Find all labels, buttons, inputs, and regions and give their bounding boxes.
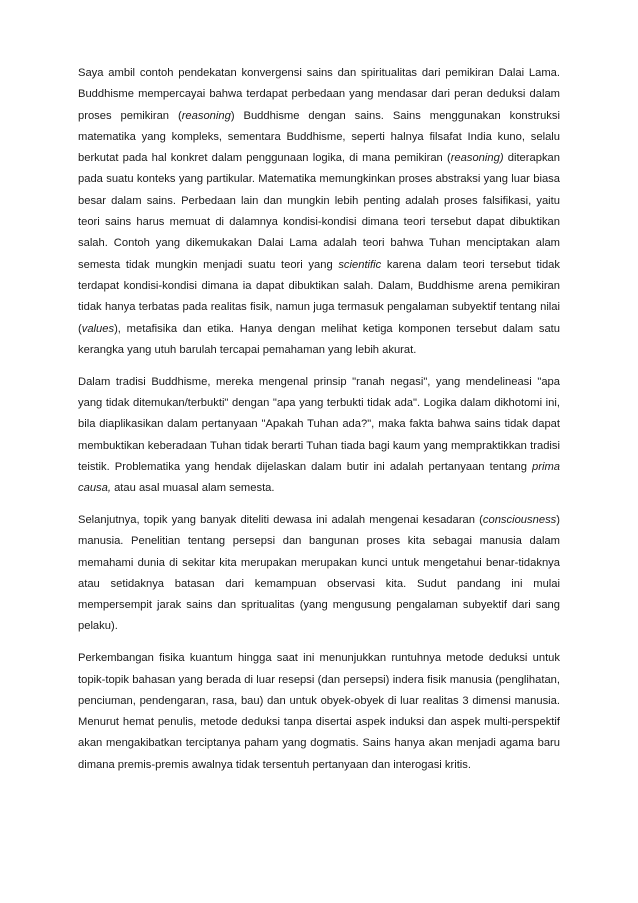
paragraph-2 [78, 372, 560, 500]
paragraph-1-italic-values: values [81, 322, 115, 335]
paragraph-4 [78, 648, 560, 776]
paragraph-3-text: Selanjutnya, topik yang banyak diteliti dewasa ini adalah mengenai kesadaran ( [78, 513, 483, 526]
paragraph-1-italic-reasoning-2: reasoning) [450, 152, 504, 165]
paragraph-1-text: Saya ambil contoh pendekatan konvergensi sains dan spiritualitas dari pemikiran Dalai Lama. Buddhisme mempercayai bahwa terdapat perbedaan yang mendasar dari peran deduksi dalam proses pemikiran ( [78, 67, 560, 122]
paragraph-1-text: ), metafisika dan etika. Hanya dengan melihat ketiga komponen tersebut dalam satu kerangka yang utuh barulah tercapai pemahaman yang lebih akurat. [78, 322, 560, 356]
paragraph-2-text: Dalam tradisi Buddhisme, mereka mengenal prinsip "ranah negasi", yang mendelineasi "apa yang tidak ditemukan/terbukti" dengan "apa yang terbukti tidak ada". Logika dalam dikhotomi ini, bila diaplikasikan dalam pertanyaan "Apakah Tuhan ada?", maka fakta bahwa sains tidak dapat membuktikan keberadaan Tuhan tidak berarti Tuhan tiada bagi kaum yang mempraktikkan tradisi teistik. Problematika yang hendak dijelaskan dalam butir ini adalah pertanyaan tentang [78, 375, 560, 473]
paragraph-4-text: Perkembangan fisika kuantum hingga saat ini menunjukkan runtuhnya metode deduksi untuk topik-topik bahasan yang berada di luar resepsi (dan persepsi) indera fisik manusia (penglihatan, penciuman, pendengaran, rasa, bau) dan untuk obyek-obyek di luar realitas 3 dimensi manusia. Menurut hemat penulis, metode deduksi tanpa disertai aspek induksi dan aspek multi-perspektif akan mengakibatkan terciptanya paham yang dogmatis. Sains hanya akan menjadi agama baru dimana premis-premis awalnya tidak tersentuh pertanyaan dan interogasi kritis. [78, 652, 560, 771]
paragraph-1-italic-reasoning: reasoning [181, 109, 231, 122]
paragraph-1-text: karena dalam teori tersebut tidak terdapat kondisi-kondisi dimana ia dapat dibuktikan salah. Dalam, Buddhisme arena pemikiran tidak hanya terbatas pada realitas fisik, namun juga termasuk pengalaman subyektif tentang nilai ( [78, 258, 560, 335]
paragraph-1-text: diterapkan pada suatu konteks yang partikular. Matematika memungkinkan proses abstraksi yang luar biasa besar dalam sains. Perbedaan lain dan mungkin lebih penting adalah proses falsifikasi, yaitu teori sains harus memuat di dalamnya kondisi-kondisi dimana teori tersebut dapat dibuktikan salah. Contoh yang dikemukakan Dalai Lama adalah teori bahwa Tuhan menciptakan alam semesta tidak mungkin menjadi suatu teori yang [78, 152, 560, 271]
paragraph-2-text: atau asal muasal alam semesta. [110, 482, 275, 495]
paragraph-3-italic-consciousness: consciousness [482, 513, 557, 526]
paragraph-1-italic-scientific: scientific [338, 258, 382, 271]
paragraph-2-italic-prima-causa: prima causa, [78, 460, 560, 495]
paragraph-1-text: ) Buddhisme dengan sains. Sains menggunakan konstruksi matematika yang kompleks, sementara Buddhisme, seperti halnya filsafat India kuno, selalu berkutat pada hal konkret dalam penggunaan logika, di mana pemikiran ( [78, 109, 560, 165]
paragraph-3-text: ) manusia. Penelitian tentang persepsi dan bangunan proses kita sebagai manusia dalam memahami dunia di sekitar kita merupakan merupakan kunci untuk mengetahui benar-tidaknya atau setidaknya batasan dari kemampuan observasi kita. Sudut pandang ini mulai mempersempit jarak sains dan spritualitas (yang mengusung pengalaman subyektif dari sang pelaku). [78, 513, 560, 633]
paragraph-3 [78, 510, 560, 638]
paragraph-1 [78, 63, 560, 361]
